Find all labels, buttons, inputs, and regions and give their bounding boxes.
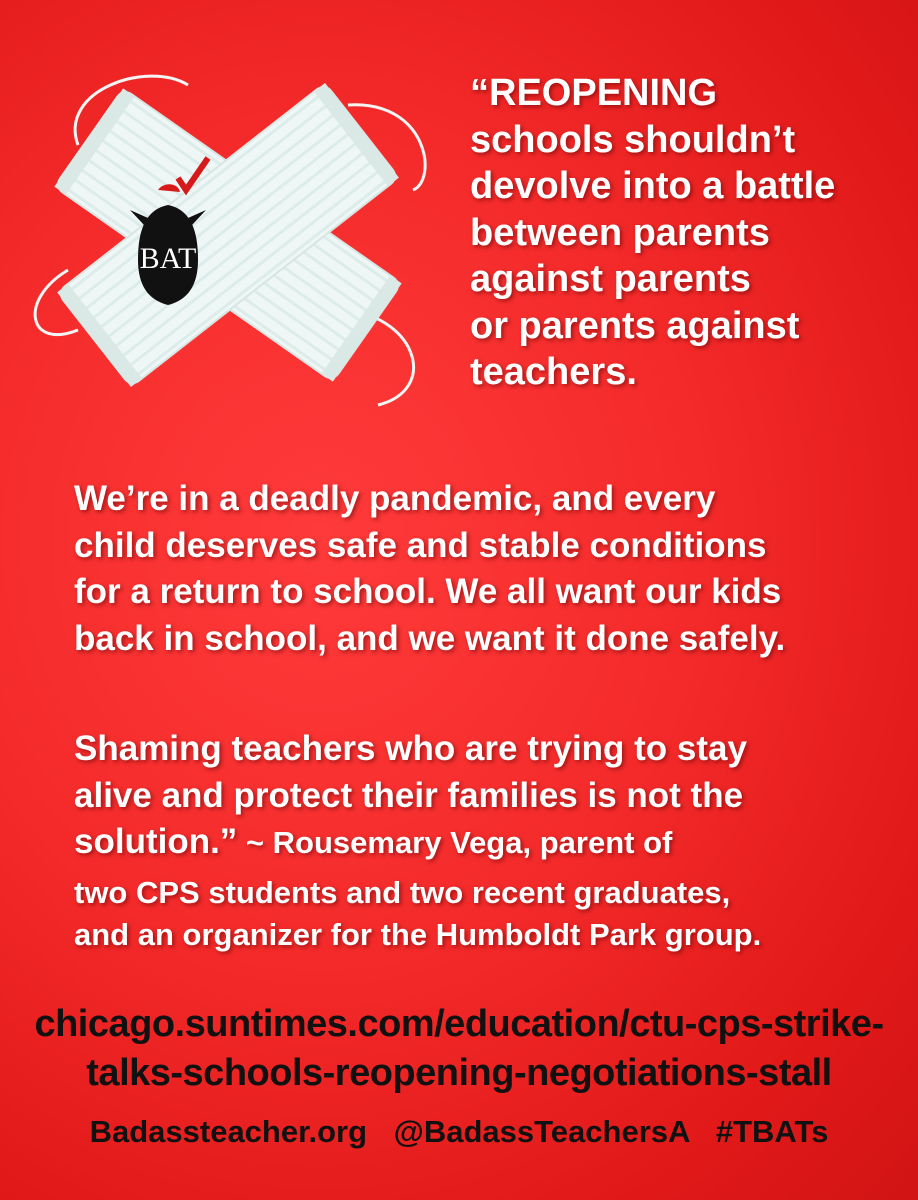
attribution-paragraph	[74, 872, 914, 956]
attribution-line: and an organizer for the Humboldt Park group.	[74, 917, 762, 952]
quote-heading	[470, 70, 910, 396]
attribution-line: two CPS students and two recent graduates,	[74, 875, 731, 910]
quote-line: between parents	[470, 211, 770, 254]
source-url-line-2[interactable]: talks-schools-reopening-negotiations-stall	[86, 1052, 832, 1094]
attribution-start: ~ Rousemary Vega, parent of	[237, 825, 673, 860]
source-url[interactable]	[0, 1000, 918, 1098]
paragraph-line: child deserves safe and stable conditions	[74, 525, 767, 565]
quote-line: teachers.	[470, 351, 637, 393]
paragraph-line-attribution	[74, 819, 914, 867]
quote-line: against parents	[470, 258, 751, 300]
paragraph-line: We’re in a deadly pandemic, and every	[74, 479, 716, 518]
footer-twitter-handle[interactable]: @BadassTeachersA	[393, 1114, 690, 1149]
bat-logo-text: BAT	[139, 242, 197, 275]
quote-line: or parents against	[470, 304, 800, 347]
quote-line: devolve into a battle	[470, 165, 836, 207]
paragraph-line: Shaming teachers who are trying to stay	[74, 729, 747, 768]
crossed-masks-illustration	[18, 60, 438, 410]
source-url-line-1[interactable]: chicago.suntimes.com/education/ctu-cps-strike-	[34, 1003, 884, 1045]
paragraph-line: back in school, and we want it done safely.	[74, 618, 786, 658]
paragraph-line: for a return to school. We all want our kids	[74, 572, 782, 611]
quote-line: schools shouldn’t	[470, 118, 796, 161]
quote-paragraph-shaming	[74, 726, 914, 867]
footer	[0, 1114, 918, 1150]
footer-site-link[interactable]: Badassteacher.org	[89, 1114, 368, 1149]
quote-paragraph-pandemic	[74, 476, 914, 662]
quote-line: “REOPENING	[470, 72, 718, 114]
footer-hashtag[interactable]: #TBATs	[715, 1114, 829, 1149]
paragraph-line-end: solution.”	[74, 822, 238, 861]
paragraph-line: alive and protect their families is not the	[74, 775, 744, 815]
